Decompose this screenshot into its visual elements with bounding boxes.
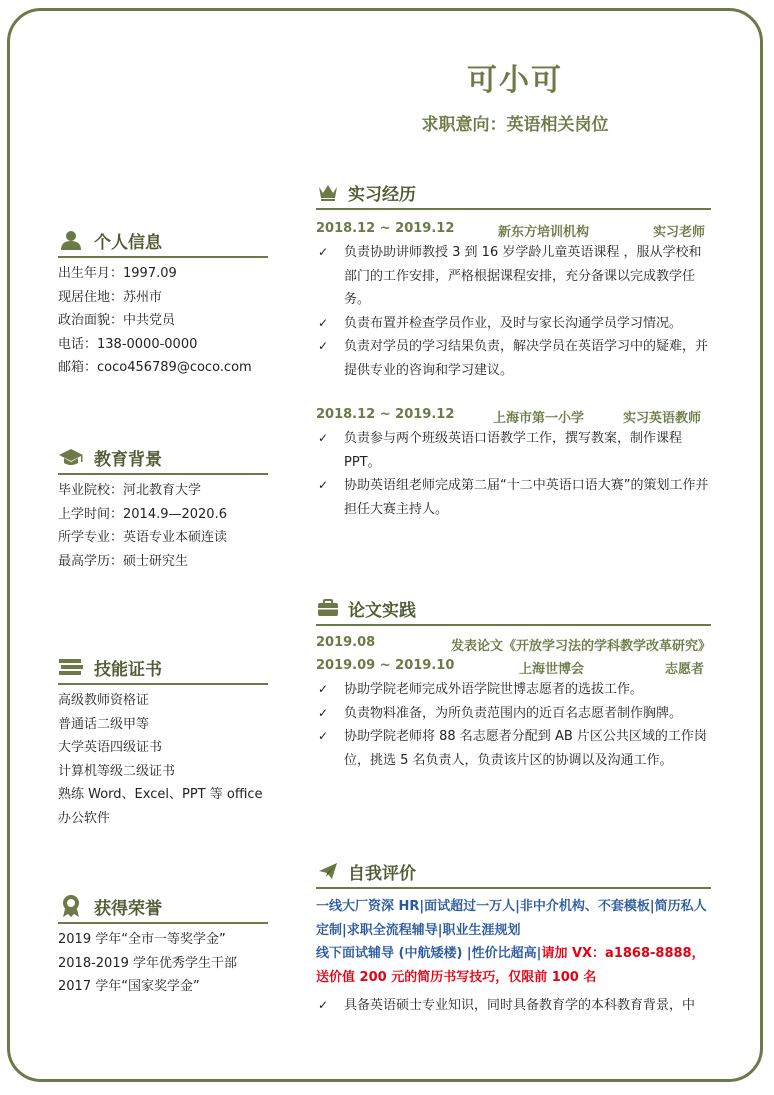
honors-header xyxy=(58,890,268,924)
personal-info-list xyxy=(58,258,268,380)
section-title: 论文实践 xyxy=(348,600,416,621)
job-meta xyxy=(316,218,711,241)
job-role: 实习老师 xyxy=(653,225,706,240)
section-title: 技能证书 xyxy=(94,659,162,680)
job-date: 2018.12 ~ 2019.12 xyxy=(316,407,455,422)
politics-line: 政治面貌：中共党员 xyxy=(58,313,176,328)
job-org: 上海市第一小学 xyxy=(493,411,585,426)
internship-section xyxy=(316,176,711,521)
honor-item: 2017 学年“国家奖学金” xyxy=(58,979,200,994)
residence-line: 现居住地：苏州市 xyxy=(58,289,163,305)
self-evaluation-header xyxy=(316,855,711,889)
personal-info-section xyxy=(58,224,268,380)
promo-red: 请加 VX：a1868-8888，送价值 200 元的简历书写技巧，仅限前 100 名 xyxy=(316,946,705,985)
skill-item: 大学英语四级证书 xyxy=(58,740,163,755)
major-line: 所学专业：英语专业本硕连读 xyxy=(58,530,228,545)
birth-line: 出生年月：1997.09 xyxy=(58,266,177,281)
expo-date: 2019.09 ~ 2019.10 xyxy=(316,658,455,673)
skill-item: 办公软件 xyxy=(58,810,111,826)
section-title: 获得荣誉 xyxy=(94,898,162,919)
paper-plane-icon xyxy=(316,860,340,882)
thesis-header xyxy=(316,592,711,626)
honors-section xyxy=(58,890,268,999)
books-icon xyxy=(58,656,84,678)
promo-blue: 线下面试辅导 (中航矮楼) |性价比超高| xyxy=(316,946,542,961)
person-icon xyxy=(58,229,84,251)
period-line: 上学时间：2014.9—2020.6 xyxy=(58,506,227,522)
job-org: 新东方培训机构 xyxy=(498,225,590,240)
job-bullet: ✓ 协助英语组老师完成第二届“十二中英语口语大赛”的策划工作并担任大赛主持人。 xyxy=(316,474,711,521)
job-role: 实习英语教师 xyxy=(623,411,702,426)
skills-list xyxy=(58,685,268,830)
self-bullet: ✓ 具备英语硕士专业知识，同时具备教育学的本科教育背景，中 xyxy=(316,994,711,1018)
internship-header xyxy=(316,176,711,210)
promo-line-2 xyxy=(316,942,711,989)
expo-bullet: ✓ 负责物料准备，为所负责范围内的近百名志愿者制作胸牌。 xyxy=(316,702,711,726)
education-header xyxy=(58,441,268,475)
honor-item: 2018-2019 学年优秀学生干部 xyxy=(58,955,237,971)
promo-line-1: 一线大厂资深 HR|面试超过一万人|非中介机构、不套模板|简历私人定制|求职全流程辅导|职业生涯规划 xyxy=(316,899,707,938)
education-list xyxy=(58,475,268,573)
skill-item: 熟练 Word、Excel、PPT 等 office xyxy=(58,787,263,802)
section-title: 自我评价 xyxy=(348,863,416,884)
skills-section xyxy=(58,651,268,830)
degree-line: 最高学历：硕士研究生 xyxy=(58,553,189,569)
graduation-cap-icon xyxy=(58,446,84,468)
self-evaluation-section xyxy=(316,855,711,1018)
email-line: 邮箱：coco456789@coco.com xyxy=(58,360,252,375)
paper-date: 2019.08 xyxy=(316,635,376,650)
job-date: 2018.12 ~ 2019.12 xyxy=(316,221,455,236)
expo-bullet: ✓ 协助学院老师完成外语学院世博志愿者的选拔工作。 xyxy=(316,678,711,702)
expo-bullet: ✓ 协助学院老师将 88 名志愿者分配到 AB 片区公共区域的工作岗位，挑选 5 名负责人，负责该片区的协调以及沟通工作。 xyxy=(316,725,711,772)
thesis-section xyxy=(316,592,711,772)
expo-org: 上海世博会 xyxy=(519,662,585,677)
promo-text xyxy=(316,895,711,989)
section-title: 实习经历 xyxy=(348,184,416,205)
section-title: 教育背景 xyxy=(94,449,162,470)
candidate-name: 可小可 xyxy=(467,63,563,98)
honor-item: 2019 学年“全市一等奖学金” xyxy=(58,932,226,947)
skill-item: 普通话二级甲等 xyxy=(58,716,150,732)
job-bullet: ✓ 负责协助讲师教授 3 到 16 岁学龄儿童英语课程 ，服从学校和部门的工作安排，严格根据课程安排，充分备课以完成教学任务。 xyxy=(316,241,711,312)
job-bullet: ✓ 负责参与两个班级英语口语教学工作，撰写教案，制作课程PPT。 xyxy=(316,427,711,474)
honors-list xyxy=(58,924,268,999)
expo-meta xyxy=(316,655,711,678)
job-bullet: ✓ 负责对学员的学习结果负责，解决学员在英语学习中的疑难，并提供专业的咨询和学习建议。 xyxy=(316,335,711,382)
medal-icon xyxy=(58,895,84,917)
crown-icon xyxy=(316,181,340,203)
job-bullet: ✓ 负责布置并检查学员作业，及时与家长沟通学员学习情况。 xyxy=(316,312,711,336)
briefcase-icon xyxy=(316,597,340,619)
personal-info-header xyxy=(58,224,268,258)
paper-title: 发表论文《开放学习法的学科教学改革研究》 xyxy=(450,639,711,654)
school-line: 毕业院校：河北教育大学 xyxy=(58,483,202,498)
education-section xyxy=(58,441,268,573)
skill-item: 计算机等级二级证书 xyxy=(58,763,176,779)
paper-meta xyxy=(316,632,711,655)
phone-line: 电话：138-0000-0000 xyxy=(58,336,198,352)
section-title: 个人信息 xyxy=(94,232,162,253)
skill-item: 高级教师资格证 xyxy=(58,693,150,708)
expo-role: 志愿者 xyxy=(665,662,705,677)
job-meta xyxy=(316,404,711,427)
job-intent: 求职意向：英语相关岗位 xyxy=(421,115,609,135)
skills-header xyxy=(58,651,268,685)
